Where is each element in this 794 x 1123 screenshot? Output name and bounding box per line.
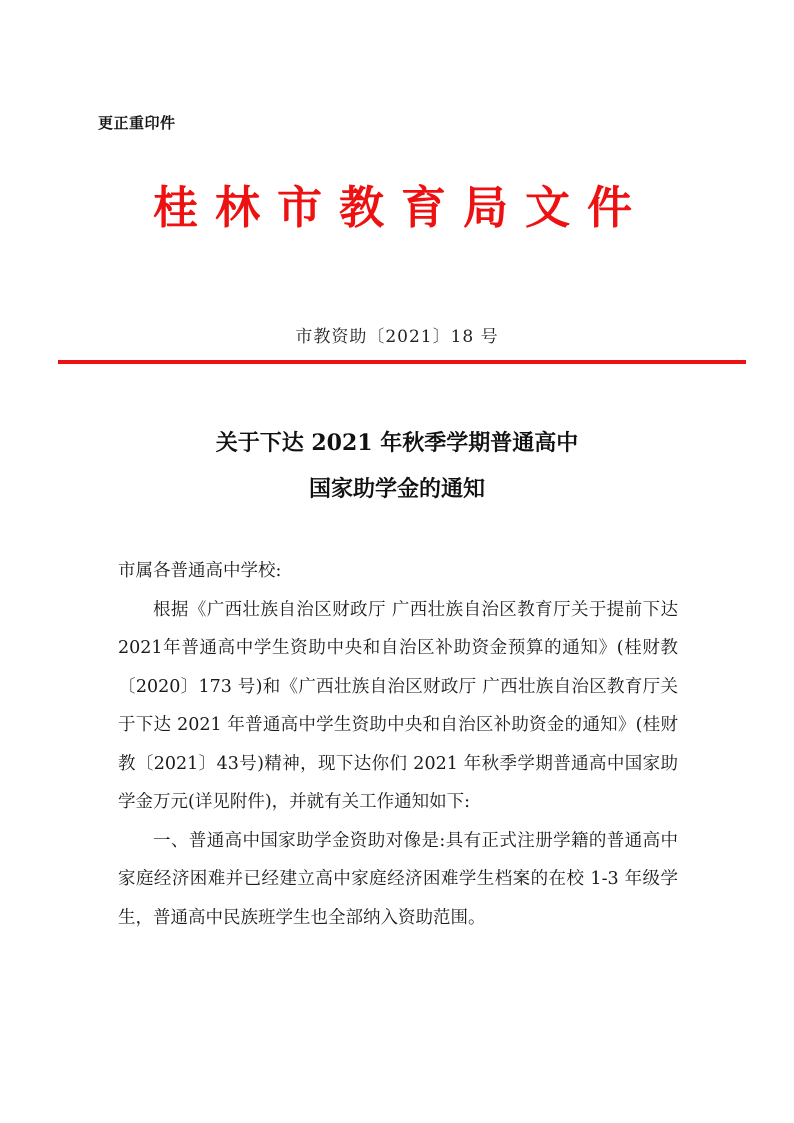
red-divider-line <box>58 360 746 364</box>
salutation: 市属各普通高中学校: <box>118 561 282 581</box>
document-title-line-2: 国家助学金的通知 <box>308 476 485 502</box>
document-number: 市教资助〔2021〕18 号 <box>295 327 499 347</box>
body-paragraph: 根据《广西壮族自治区财政厅 广西壮族自治区教育厅关于提前下达2021年普通高中学生资助中央和自治区补助资金预算的通知》(桂财教〔2020〕173 号)和《广西壮族自治区财政厅 广西壮族自治区教育厅关于下达 2021 年普通高中学生资助中央和自治区补助资金的通知》(桂财教〔2021〕43号)精神，现下达你们 2021 年秋季学期普通高中国家助学金万元(详见附件)，并就有关工作通知如下: <box>118 599 678 812</box>
document-title <box>0 420 794 512</box>
reprint-note: 更正重印件 <box>98 114 176 132</box>
body-paragraph: 一、普通高中国家助学金资助对像是:具有正式注册学籍的普通高中家庭经济困难并已经建立高中家庭经济困难学生档案的在校 1-3 年级学生，普通高中民族班学生也全部纳入资助范围。 <box>118 830 678 928</box>
document-title-line-1: 关于下达 2021 年秋季学期普通高中 <box>215 430 579 456</box>
document-body <box>118 552 678 937</box>
org-header-title: 桂林市教育局文件 <box>152 181 649 234</box>
